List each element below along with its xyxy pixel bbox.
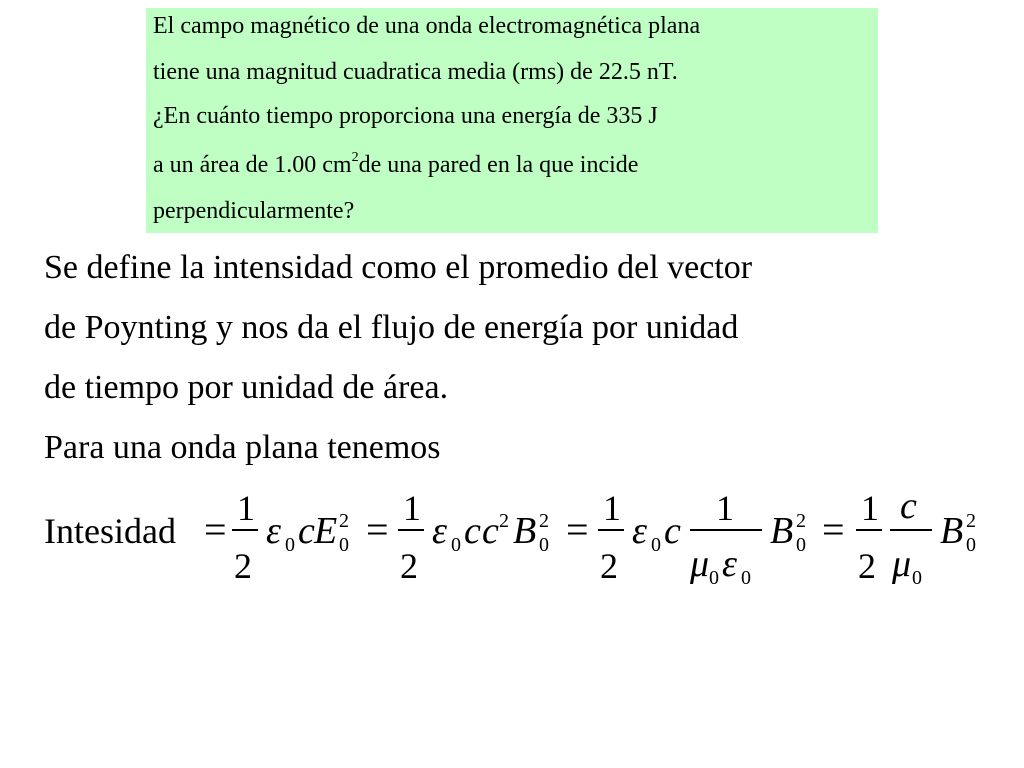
eq4-den: 2 xyxy=(858,546,876,586)
eq4-mu: μ xyxy=(892,543,912,585)
problem-box xyxy=(146,8,878,233)
eq-equals-4: = xyxy=(822,507,845,552)
eq4-B-sup: 2 xyxy=(966,510,976,532)
problem-line-4-start: a un área de 1.00 cm xyxy=(153,152,352,178)
eq3-epsilon-sub: 0 xyxy=(651,534,661,556)
eq2-c2: c xyxy=(482,510,499,552)
eq2-B-sup: 2 xyxy=(539,510,549,532)
eq-lhs: Intesidad xyxy=(44,511,176,551)
problem-line-4-end: de una pared en la que incide xyxy=(358,152,639,178)
eq4-B: B xyxy=(940,510,964,552)
eq-equals-3: = xyxy=(566,507,589,552)
eq3-c: c xyxy=(664,510,681,552)
eq1-E-sup: 2 xyxy=(339,510,349,532)
problem-line-1: El campo magnético de una onda electromagnética plana xyxy=(153,13,701,39)
eq3-B: B xyxy=(770,510,794,552)
eq3-mu: μ xyxy=(690,543,710,585)
eq1-epsilon-sub: 0 xyxy=(285,534,295,556)
eq3-frac2-num: 1 xyxy=(716,488,734,528)
eq-equals-1: = xyxy=(204,507,227,552)
intensity-equation xyxy=(0,480,1024,590)
eq2-epsilon: ε xyxy=(432,510,447,552)
eq4-frac2-num-c: c xyxy=(900,485,917,527)
eq2-B-sub: 0 xyxy=(539,534,549,556)
eq3-epsilon2-sub: 0 xyxy=(741,567,751,589)
eq1-epsilon: ε xyxy=(266,510,281,552)
eq3-num: 1 xyxy=(603,488,621,528)
eq3-B-sub: 0 xyxy=(796,534,806,556)
eq2-num: 1 xyxy=(403,488,421,528)
eq1-E-sub: 0 xyxy=(339,534,349,556)
problem-line-4-sup: 2 xyxy=(351,150,359,165)
problem-line-3: ¿En cuánto tiempo proporciona una energía de 335 J xyxy=(153,103,658,129)
eq1-num: 1 xyxy=(237,488,255,528)
eq3-den: 2 xyxy=(600,546,618,586)
eq1-c: c xyxy=(298,510,315,552)
body-line-4: Para una onda plana tenemos xyxy=(44,429,441,466)
eq3-epsilon: ε xyxy=(632,510,647,552)
eq1-den: 2 xyxy=(234,546,252,586)
eq1-E: E xyxy=(314,510,338,552)
eq3-B-sup: 2 xyxy=(796,510,806,532)
eq2-B: B xyxy=(513,510,537,552)
eq2-c-sup: 2 xyxy=(499,510,509,532)
eq3-mu-sub: 0 xyxy=(709,567,719,589)
problem-line-5: perpendicularmente? xyxy=(153,198,355,224)
eq3-epsilon2: ε xyxy=(722,543,737,585)
eq2-epsilon-sub: 0 xyxy=(451,534,461,556)
eq2-c1: c xyxy=(464,510,481,552)
problem-line-4 xyxy=(153,151,638,179)
eq4-num: 1 xyxy=(861,488,879,528)
eq2-den: 2 xyxy=(400,546,418,586)
eq4-B-sub: 0 xyxy=(966,534,976,556)
body-line-1: Se define la intensidad como el promedio del vector xyxy=(44,249,753,286)
problem-line-2: tiene una magnitud cuadratica media (rms) de 22.5 nT. xyxy=(153,59,678,85)
body-line-3: de tiempo por unidad de área. xyxy=(44,369,449,406)
body-line-2: de Poynting y nos da el flujo de energía por unidad xyxy=(44,309,739,346)
eq-equals-2: = xyxy=(366,507,389,552)
eq4-mu-sub: 0 xyxy=(912,567,922,589)
